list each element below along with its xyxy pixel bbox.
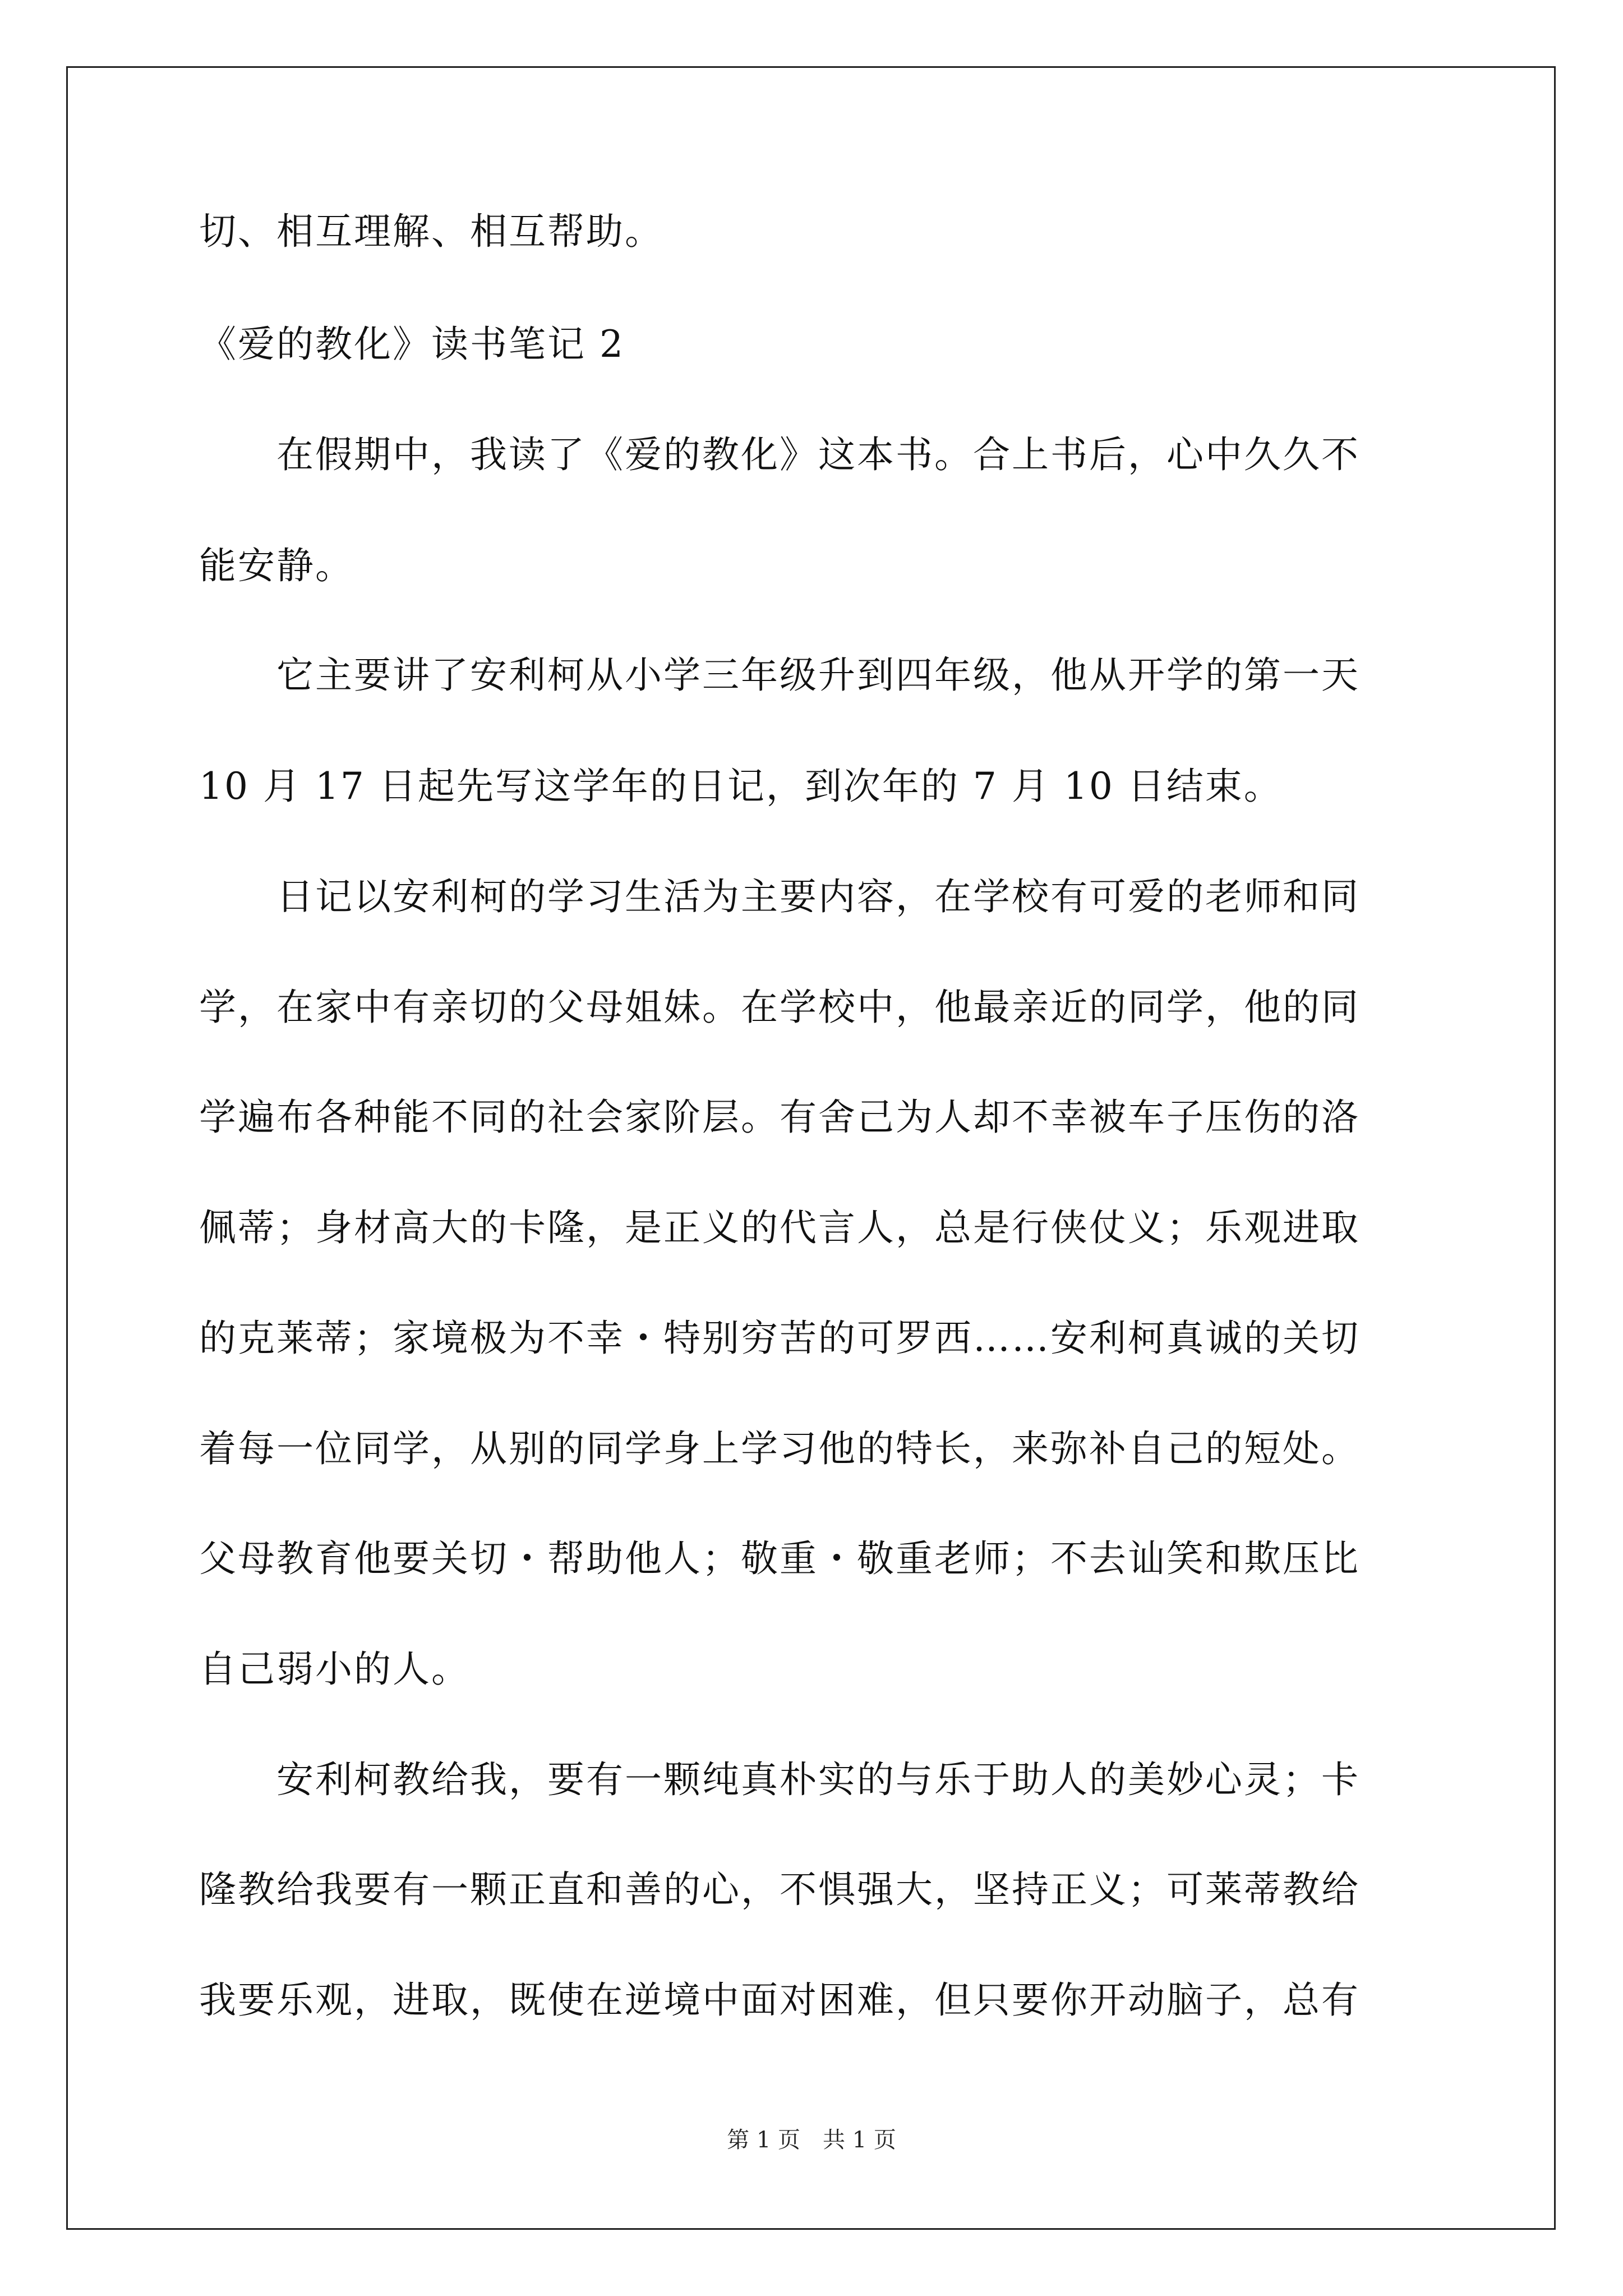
text-line: 它主要讲了安利柯从小学三年级升到四年级，他从开学的第一天: [276, 654, 1360, 697]
text-line: 父母教育他要关切・帮助他人；敬重・敬重老师；不去讪笑和欺压比: [199, 1537, 1360, 1580]
text-line: 切、相互理解、相互帮助。: [199, 210, 663, 253]
text-line: 10 月 17 日起先写这学年的日记，到次年的 7 月 10 日结束。: [199, 765, 1283, 808]
text-line: 着每一位同学，从别的同学身上学习他的特长，来弥补自己的短处。: [199, 1427, 1360, 1470]
text-line: 我要乐观，进取，既使在逆境中面对困难，但只要你开动脑子，总有: [199, 1978, 1360, 2022]
text-line: 学，在家中有亲切的父母姐妹。在学校中，他最亲近的同学，他的同: [199, 986, 1360, 1029]
text-line: 自己弱小的人。: [199, 1648, 470, 1691]
text-line: 隆教给我要有一颗正直和善的心，不惧强大，坚持正义；可莱蒂教给: [199, 1868, 1360, 1911]
text-line: 的克莱蒂；家境极为不幸・特别穷苦的可罗西……安利柯真诚的关切: [199, 1317, 1360, 1360]
text-line: 安利柯教给我，要有一颗纯真朴实的与乐于助人的美妙心灵；卡: [276, 1758, 1360, 1801]
text-line: 能安静。: [199, 544, 354, 587]
page-number: 第 1 页 共 1 页: [727, 2127, 896, 2153]
text-line: 在假期中，我读了《爱的教化》这本书。合上书后，心中久久不: [276, 433, 1360, 476]
text-line: 日记以安利柯的学习生活为主要内容，在学校有可爱的老师和同: [276, 875, 1360, 918]
section-heading: 《爱的教化》读书笔记 2: [199, 323, 625, 366]
text-line: 佩蒂；身材高大的卡隆，是正义的代言人，总是行侠仗义；乐观进取: [199, 1206, 1360, 1249]
text-line: 学遍布各种能不同的社会家阶层。有舍己为人却不幸被车子压伤的洛: [199, 1096, 1360, 1139]
